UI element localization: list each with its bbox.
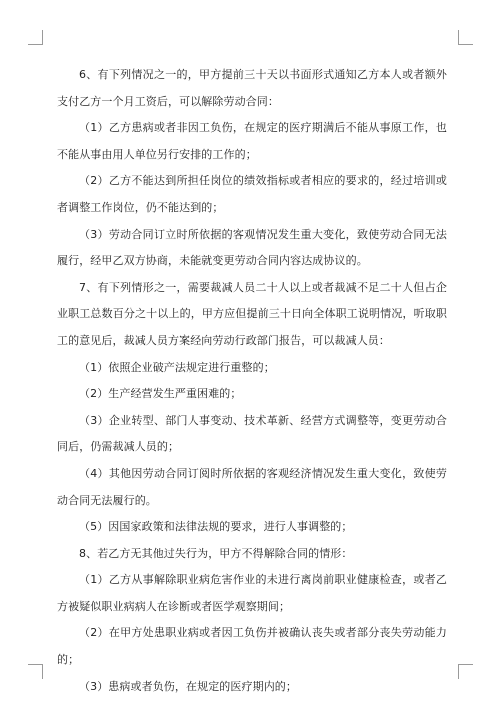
crop-mark-bottom-left xyxy=(28,664,43,679)
paragraph-7-item-3: （3）企业转型、部门人事变动、技术革新、经营方式调整等，变更劳动合同后，仍需裁减人员的； xyxy=(57,413,447,454)
paragraph-6-item-1: （1）乙方患病或者非因工负伤，在规定的医疗期满后不能从事原工作，也不能从事由用人单位另行安排的工作的； xyxy=(57,121,447,161)
paragraph-7-item-4: （4）其他因劳动合同订阅时所依据的客观经济情况发生重大变化，致使劳动合同无法履行的。 xyxy=(57,466,447,507)
crop-mark-bottom-right xyxy=(458,664,473,679)
paragraph-6-intro: 6、有下列情况之一的，甲方提前三十天以书面形式通知乙方本人或者额外支付乙方一个月工资后，可以解除劳动合同： xyxy=(57,68,447,108)
crop-mark-top-left xyxy=(28,30,43,45)
paragraph-7-item-1: （1）依照企业破产法规定进行重整的； xyxy=(79,360,275,374)
paragraph-8-intro: 8、若乙方无其他过失行为，甲方不得解除合同的情形： xyxy=(79,546,353,560)
document-body xyxy=(57,62,447,700)
paragraph-8-item-1: （1）乙方从事解除职业病危害作业的未进行离岗前职业健康检查，或者乙方被疑似职业病病人在诊断或者医学观察期间； xyxy=(57,573,447,613)
paragraph-6-item-2: （2）乙方不能达到所担任岗位的绩效指标或者相应的要求的，经过培训或者调整工作岗位，仍不能达到的； xyxy=(57,174,447,214)
paragraph-7-item-5: （5）因国家政策和法律法规的要求，进行人事调整的； xyxy=(79,520,353,534)
crop-mark-top-right xyxy=(458,30,473,45)
paragraph-8-item-2: （2）在甲方处患职业病或者因工负伤并被确认丧失或者部分丧失劳动能力的； xyxy=(57,626,447,667)
paragraph-7-item-2: （2）生产经营发生严重困难的； xyxy=(79,387,242,401)
paragraph-8-item-3: （3）患病或者负伤，在规定的医疗期内的； xyxy=(79,679,297,693)
paragraph-6-item-3: （3）劳动合同订立时所依据的客观情况发生重大变化，致使劳动合同无法履行，经甲乙双方协商，未能就变更劳动合同内容达成协议的。 xyxy=(57,227,447,268)
paragraph-7-intro: 7、有下列情形之一，需要裁减人员二十人以上或者裁减不足二十人但占企业职工总数百分之十以上的，甲方应但提前三十日向全体职工说明情况，听取职工的意见后，裁减人员方案经向劳动行政部门报告，可以裁减人员： xyxy=(57,280,447,347)
